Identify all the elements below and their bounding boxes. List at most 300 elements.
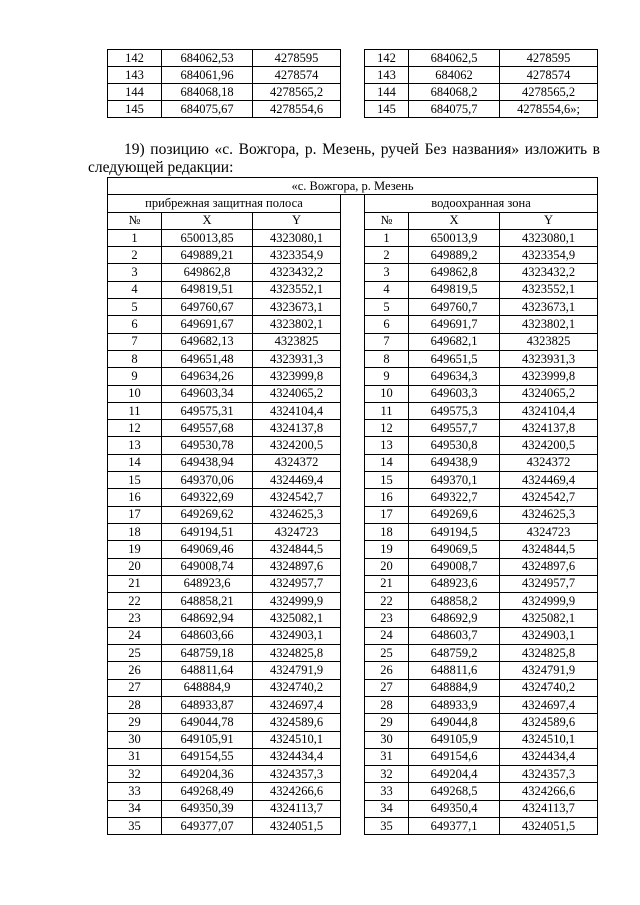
y-coordinate-cell: 4324625,3 [500,506,598,523]
x-coordinate-cell: 649204,4 [409,766,500,783]
x-coordinate-cell: 649438,94 [162,454,253,471]
y-coordinate-cell: 4324469,4 [253,472,341,489]
column-gap [341,748,365,765]
table-row [108,731,598,748]
point-number-cell: 35 [365,817,409,834]
x-coordinate-cell: 649322,7 [409,489,500,506]
y-coordinate-cell: 4324740,2 [500,679,598,696]
x-coordinate-cell: 650013,9 [409,229,500,246]
point-number-cell: 32 [365,766,409,783]
column-gap [341,84,365,101]
y-coordinate-cell: 4323080,1 [500,229,598,246]
table-row [108,662,598,679]
x-coordinate-cell: 649557,7 [409,420,500,437]
point-number-cell: 3 [365,264,409,281]
point-number-cell: 26 [365,662,409,679]
column-gap [341,454,365,471]
point-number-cell: 35 [108,817,162,834]
y-coordinate-cell: 4324469,4 [500,472,598,489]
column-gap [341,195,365,212]
column-gap [341,627,365,644]
x-coordinate-cell: 649194,51 [162,523,253,540]
y-coordinate-cell: 4324844,5 [253,541,341,558]
table-row [108,281,598,298]
y-coordinate-cell: 4323354,9 [253,247,341,264]
column-gap [341,50,365,67]
y-coordinate-cell: 4324844,5 [500,541,598,558]
x-coordinate-cell: 648858,21 [162,593,253,610]
x-coordinate-cell: 648603,7 [409,627,500,644]
y-coordinate-cell: 4324697,4 [253,696,341,713]
table-title-row [108,178,598,195]
x-coordinate-cell: 649634,3 [409,368,500,385]
y-coordinate-cell: 4278565,2 [253,84,341,101]
point-number-cell: 145 [108,101,162,118]
col-y-header: Y [500,212,598,229]
point-number-cell: 25 [365,645,409,662]
y-coordinate-cell: 4324266,6 [253,783,341,800]
table-row [108,472,598,489]
point-number-cell: 34 [108,800,162,817]
coordinates-table [107,177,598,835]
x-coordinate-cell: 649154,55 [162,748,253,765]
y-coordinate-cell: 4324542,7 [500,489,598,506]
x-coordinate-cell: 649634,26 [162,368,253,385]
col-x-header: X [162,212,253,229]
y-coordinate-cell: 4324372 [253,454,341,471]
point-number-cell: 26 [108,662,162,679]
table-row [108,645,598,662]
x-coordinate-cell: 649530,8 [409,437,500,454]
y-coordinate-cell: 4324200,5 [500,437,598,454]
table-row [108,523,598,540]
y-coordinate-cell: 4324200,5 [253,437,341,454]
y-coordinate-cell: 4324510,1 [253,731,341,748]
point-number-cell: 15 [365,472,409,489]
x-coordinate-cell: 649819,5 [409,281,500,298]
x-coordinate-cell: 649105,9 [409,731,500,748]
right-zone-header: водоохранная зона [365,195,598,212]
y-coordinate-cell: 4323802,1 [500,316,598,333]
point-number-cell: 21 [365,575,409,592]
point-number-cell: 18 [108,523,162,540]
x-coordinate-cell: 649069,5 [409,541,500,558]
point-number-cell: 17 [108,506,162,523]
y-coordinate-cell: 4324589,6 [500,714,598,731]
y-coordinate-cell: 4323825 [500,333,598,350]
y-coordinate-cell: 4324357,3 [253,766,341,783]
x-coordinate-cell: 649269,6 [409,506,500,523]
x-coordinate-cell: 649268,5 [409,783,500,800]
y-coordinate-cell: 4324434,4 [253,748,341,765]
point-number-cell: 1 [108,229,162,246]
x-coordinate-cell: 684075,7 [409,101,500,118]
y-coordinate-cell: 4324113,7 [253,800,341,817]
column-gap [341,523,365,540]
y-coordinate-cell: 4325082,1 [253,610,341,627]
y-coordinate-cell: 4324625,3 [253,506,341,523]
point-number-cell: 145 [365,101,409,118]
table-row [108,575,598,592]
y-coordinate-cell: 4323552,1 [253,281,341,298]
x-coordinate-cell: 684068,2 [409,84,500,101]
point-number-cell: 34 [365,800,409,817]
y-coordinate-cell: 4278595 [253,50,341,67]
point-number-cell: 28 [108,696,162,713]
x-coordinate-cell: 649819,51 [162,281,253,298]
x-coordinate-cell: 649377,1 [409,817,500,834]
x-coordinate-cell: 649269,62 [162,506,253,523]
x-coordinate-cell: 649889,2 [409,247,500,264]
table-row [108,506,598,523]
table-row [108,627,598,644]
x-coordinate-cell: 649370,06 [162,472,253,489]
y-coordinate-cell: 4324266,6 [500,783,598,800]
left-zone-header: прибрежная защитная полоса [108,195,341,212]
x-coordinate-cell: 648759,18 [162,645,253,662]
amendment-paragraph [88,141,600,177]
x-coordinate-cell: 648603,66 [162,627,253,644]
point-number-cell: 28 [365,696,409,713]
point-number-cell: 19 [365,541,409,558]
point-number-cell: 29 [108,714,162,731]
point-number-cell: 7 [365,333,409,350]
column-gap [341,402,365,419]
table-row [108,679,598,696]
column-gap [341,731,365,748]
point-number-cell: 11 [365,402,409,419]
y-coordinate-cell: 4324065,2 [253,385,341,402]
col-no-header: № [365,212,409,229]
main-table-body [108,229,598,834]
zone-header-row [108,195,598,212]
point-number-cell: 143 [108,67,162,84]
point-number-cell: 16 [108,489,162,506]
column-gap [341,593,365,610]
y-coordinate-cell: 4324903,1 [253,627,341,644]
y-coordinate-cell: 4278574 [500,67,598,84]
y-coordinate-cell: 4324137,8 [253,420,341,437]
point-number-cell: 9 [365,368,409,385]
table-row [108,800,598,817]
point-number-cell: 10 [365,385,409,402]
y-coordinate-cell: 4323080,1 [253,229,341,246]
point-number-cell: 24 [108,627,162,644]
y-coordinate-cell: 4323432,2 [500,264,598,281]
x-coordinate-cell: 649889,21 [162,247,253,264]
point-number-cell: 2 [365,247,409,264]
point-number-cell: 15 [108,472,162,489]
point-number-cell: 22 [365,593,409,610]
point-number-cell: 2 [108,247,162,264]
y-coordinate-cell: 4324999,9 [253,593,341,610]
point-number-cell: 25 [108,645,162,662]
column-gap [341,489,365,506]
x-coordinate-cell: 649105,91 [162,731,253,748]
table-row [108,67,598,84]
y-coordinate-cell: 4324957,7 [253,575,341,592]
x-coordinate-cell: 650013,85 [162,229,253,246]
y-coordinate-cell: 4278574 [253,67,341,84]
x-coordinate-cell: 649651,48 [162,350,253,367]
x-coordinate-cell: 648884,9 [162,679,253,696]
x-coordinate-cell: 648923,6 [409,575,500,592]
y-coordinate-cell: 4323552,1 [500,281,598,298]
point-number-cell: 19 [108,541,162,558]
x-coordinate-cell: 649044,78 [162,714,253,731]
column-gap [341,558,365,575]
point-number-cell: 20 [365,558,409,575]
x-coordinate-cell: 648923,6 [162,575,253,592]
y-coordinate-cell: 4324897,6 [500,558,598,575]
y-coordinate-cell: 4323354,9 [500,247,598,264]
point-number-cell: 31 [108,748,162,765]
column-gap [341,714,365,731]
x-coordinate-cell: 649603,3 [409,385,500,402]
y-coordinate-cell: 4323432,2 [253,264,341,281]
x-coordinate-cell: 649377,07 [162,817,253,834]
table-row [108,593,598,610]
table-row [108,229,598,246]
column-gap [341,299,365,316]
column-gap [341,333,365,350]
y-coordinate-cell: 4323999,8 [500,368,598,385]
point-number-cell: 27 [108,679,162,696]
point-number-cell: 12 [365,420,409,437]
point-number-cell: 9 [108,368,162,385]
table-row [108,437,598,454]
x-coordinate-cell: 649760,7 [409,299,500,316]
table-row [108,50,598,67]
table-row [108,454,598,471]
point-number-cell: 142 [365,50,409,67]
column-gap [341,783,365,800]
point-number-cell: 143 [365,67,409,84]
y-coordinate-cell: 4324825,8 [253,645,341,662]
x-coordinate-cell: 649008,7 [409,558,500,575]
x-coordinate-cell: 649438,9 [409,454,500,471]
column-gap [341,800,365,817]
y-coordinate-cell: 4324104,4 [253,402,341,419]
column-gap [341,368,365,385]
y-coordinate-cell: 4324999,9 [500,593,598,610]
table-row [108,350,598,367]
column-gap [341,506,365,523]
x-coordinate-cell: 649204,36 [162,766,253,783]
point-number-cell: 22 [108,593,162,610]
point-number-cell: 11 [108,402,162,419]
y-coordinate-cell: 4324051,5 [253,817,341,834]
y-coordinate-cell: 4278554,6 [253,101,341,118]
point-number-cell: 8 [365,350,409,367]
x-coordinate-cell: 648811,64 [162,662,253,679]
col-x-header: X [409,212,500,229]
column-gap [341,212,365,229]
column-gap [341,281,365,298]
point-number-cell: 7 [108,333,162,350]
point-number-cell: 14 [108,454,162,471]
paragraph-line-1: 19) позицию «с. Вожгора, р. Мезень, ручей Без названия» изложить в [124,141,600,158]
column-gap [341,696,365,713]
column-gap [341,575,365,592]
x-coordinate-cell: 649530,78 [162,437,253,454]
x-coordinate-cell: 649603,34 [162,385,253,402]
x-coordinate-cell: 649350,39 [162,800,253,817]
column-gap [341,541,365,558]
table-row [108,316,598,333]
point-number-cell: 20 [108,558,162,575]
column-gap [341,264,365,281]
y-coordinate-cell: 4324589,6 [253,714,341,731]
y-coordinate-cell: 4324104,4 [500,402,598,419]
y-coordinate-cell: 4324723 [500,523,598,540]
point-number-cell: 33 [365,783,409,800]
column-gap [341,662,365,679]
y-coordinate-cell: 4324542,7 [253,489,341,506]
column-gap [341,645,365,662]
y-coordinate-cell: 4324357,3 [500,766,598,783]
x-coordinate-cell: 649691,7 [409,316,500,333]
point-number-cell: 144 [108,84,162,101]
x-coordinate-cell: 684062,53 [162,50,253,67]
paragraph-line-2: следующей редакции: [88,159,234,176]
column-gap [341,817,365,834]
table-row [108,333,598,350]
y-coordinate-cell: 4324957,7 [500,575,598,592]
point-number-cell: 29 [365,714,409,731]
table-row [108,385,598,402]
table-row [108,101,598,118]
y-coordinate-cell: 4324051,5 [500,817,598,834]
x-coordinate-cell: 684061,96 [162,67,253,84]
point-number-cell: 4 [365,281,409,298]
x-coordinate-cell: 684068,18 [162,84,253,101]
column-gap [341,67,365,84]
x-coordinate-cell: 649044,8 [409,714,500,731]
point-number-cell: 30 [365,731,409,748]
y-coordinate-cell: 4324740,2 [253,679,341,696]
x-coordinate-cell: 649069,46 [162,541,253,558]
y-coordinate-cell: 4324113,7 [500,800,598,817]
table-row [108,84,598,101]
x-coordinate-cell: 649575,3 [409,402,500,419]
table-row [108,489,598,506]
column-gap [341,437,365,454]
table-row [108,714,598,731]
y-coordinate-cell: 4278554,6»; [500,101,598,118]
point-number-cell: 14 [365,454,409,471]
table-row [108,247,598,264]
x-coordinate-cell: 649691,67 [162,316,253,333]
table-row [108,264,598,281]
col-no-header: № [108,212,162,229]
col-y-header: Y [253,212,341,229]
point-number-cell: 142 [108,50,162,67]
x-coordinate-cell: 648933,87 [162,696,253,713]
table-row [108,610,598,627]
y-coordinate-cell: 4324065,2 [500,385,598,402]
x-coordinate-cell: 649322,69 [162,489,253,506]
table-row [108,817,598,834]
table-row [108,299,598,316]
column-gap [341,385,365,402]
x-coordinate-cell: 649350,4 [409,800,500,817]
point-number-cell: 23 [108,610,162,627]
point-number-cell: 23 [365,610,409,627]
point-number-cell: 33 [108,783,162,800]
column-header-row [108,212,598,229]
y-coordinate-cell: 4323931,3 [500,350,598,367]
table-row [108,420,598,437]
column-gap [341,420,365,437]
y-coordinate-cell: 4324825,8 [500,645,598,662]
table-row [108,368,598,385]
x-coordinate-cell: 649008,74 [162,558,253,575]
point-number-cell: 18 [365,523,409,540]
y-coordinate-cell: 4323802,1 [253,316,341,333]
column-gap [341,247,365,264]
column-gap [341,350,365,367]
point-number-cell: 8 [108,350,162,367]
y-coordinate-cell: 4323825 [253,333,341,350]
x-coordinate-cell: 649651,5 [409,350,500,367]
y-coordinate-cell: 4323999,8 [253,368,341,385]
x-coordinate-cell: 649682,1 [409,333,500,350]
table-row [108,783,598,800]
x-coordinate-cell: 648884,9 [409,679,500,696]
table-row [108,766,598,783]
point-number-cell: 6 [365,316,409,333]
y-coordinate-cell: 4324434,4 [500,748,598,765]
y-coordinate-cell: 4278595 [500,50,598,67]
column-gap [341,766,365,783]
top-table-body [108,50,598,118]
column-gap [341,679,365,696]
point-number-cell: 3 [108,264,162,281]
x-coordinate-cell: 648933,9 [409,696,500,713]
x-coordinate-cell: 648759,2 [409,645,500,662]
coordinates-table-continuation [107,49,598,118]
column-gap [341,610,365,627]
point-number-cell: 144 [365,84,409,101]
point-number-cell: 6 [108,316,162,333]
y-coordinate-cell: 4324791,9 [500,662,598,679]
point-number-cell: 17 [365,506,409,523]
x-coordinate-cell: 649154,6 [409,748,500,765]
point-number-cell: 32 [108,766,162,783]
y-coordinate-cell: 4324903,1 [500,627,598,644]
y-coordinate-cell: 4324897,6 [253,558,341,575]
x-coordinate-cell: 649760,67 [162,299,253,316]
x-coordinate-cell: 649575,31 [162,402,253,419]
table-row [108,748,598,765]
point-number-cell: 1 [365,229,409,246]
x-coordinate-cell: 649862,8 [162,264,253,281]
point-number-cell: 4 [108,281,162,298]
x-coordinate-cell: 649194,5 [409,523,500,540]
column-gap [341,229,365,246]
x-coordinate-cell: 648692,94 [162,610,253,627]
y-coordinate-cell: 4324723 [253,523,341,540]
x-coordinate-cell: 649370,1 [409,472,500,489]
column-gap [341,316,365,333]
x-coordinate-cell: 684062 [409,67,500,84]
y-coordinate-cell: 4324791,9 [253,662,341,679]
x-coordinate-cell: 648811,6 [409,662,500,679]
x-coordinate-cell: 649268,49 [162,783,253,800]
column-gap [341,101,365,118]
point-number-cell: 31 [365,748,409,765]
